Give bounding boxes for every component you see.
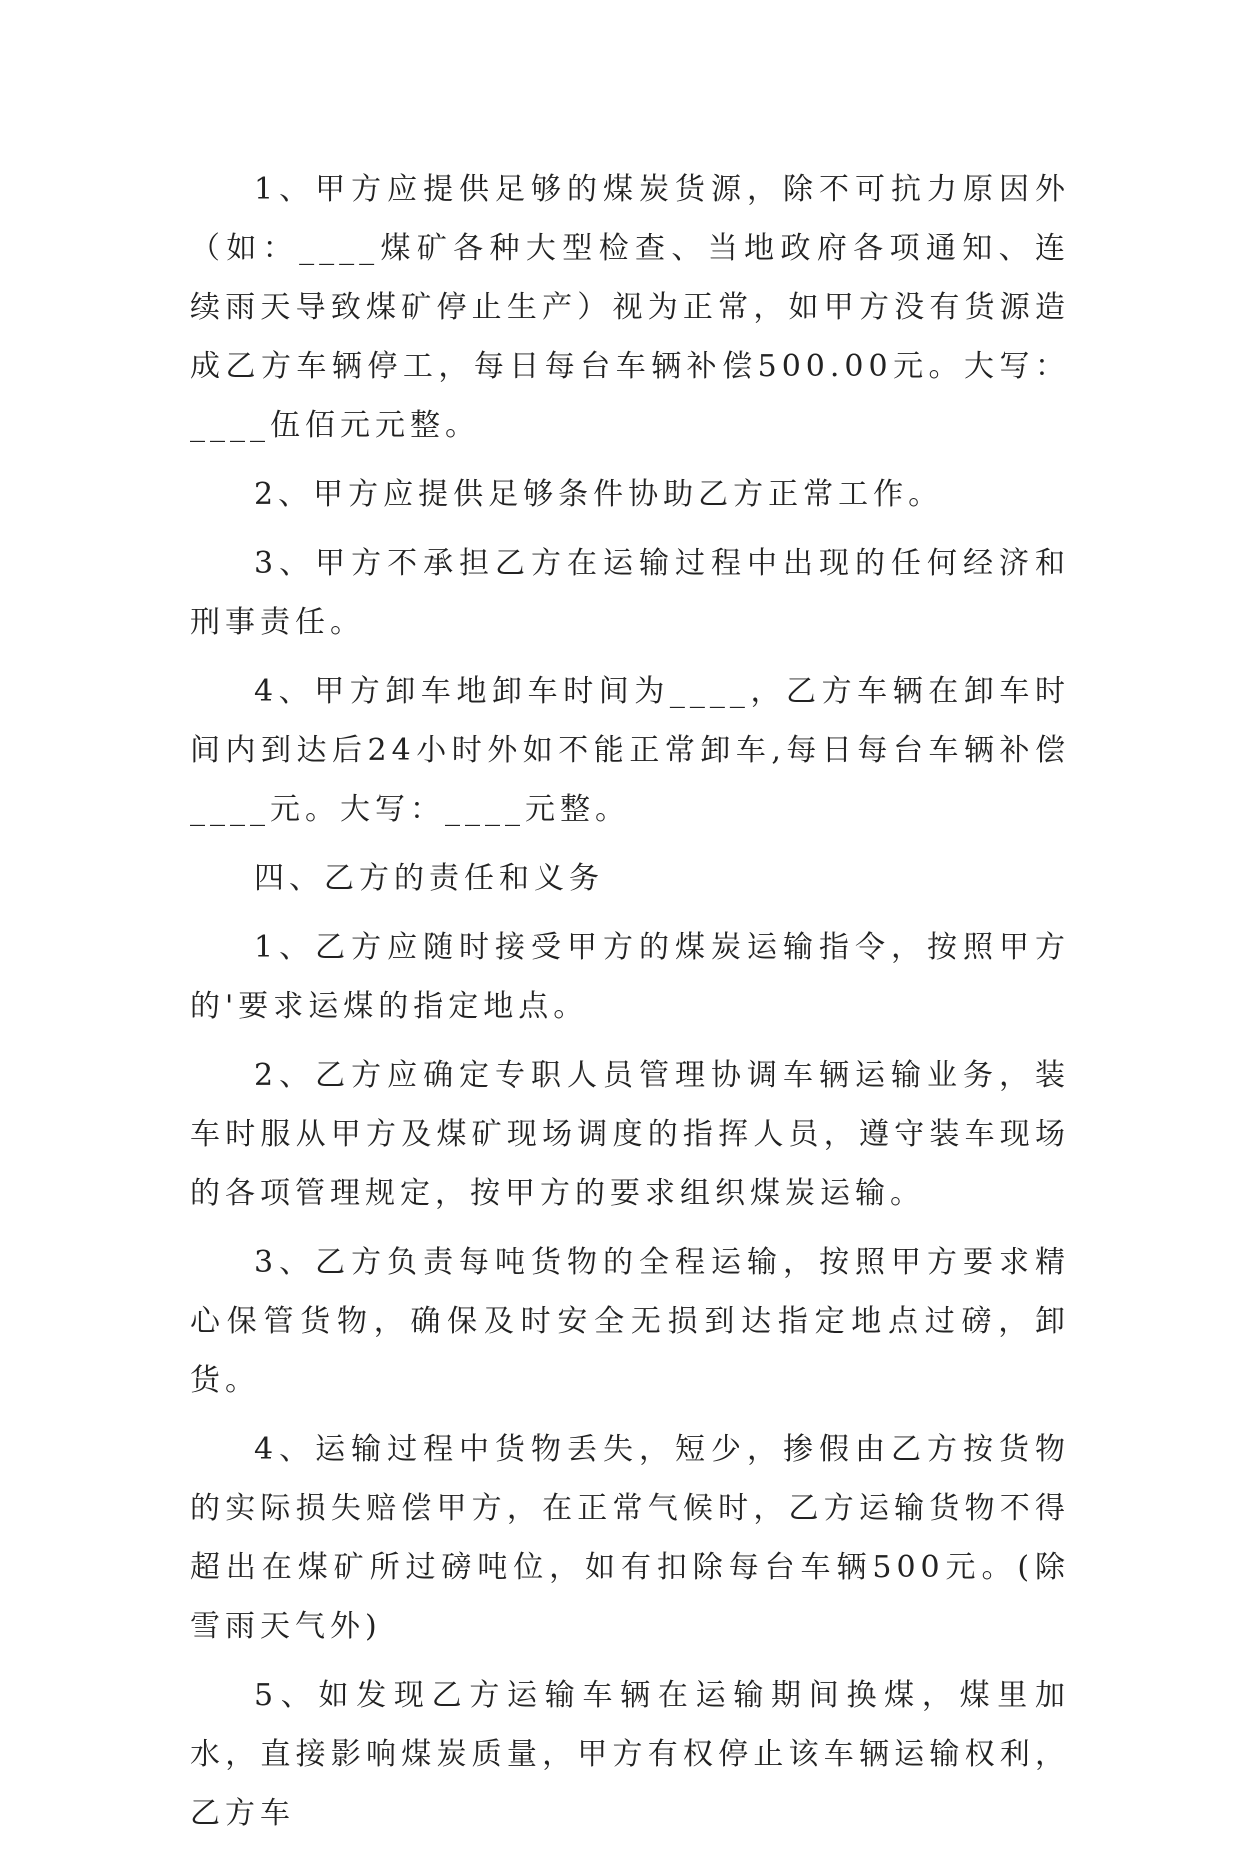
clause-a2-paragraph: 2、甲方应提供足够条件协助乙方正常工作。 [254, 477, 944, 512]
clause-b2-paragraph: 2、乙方应确定专职人员管理协调车辆运输业务，装车时服从甲方及煤矿现场调度的指挥人员，遵守装车现场的各项管理规定，按甲方的要求组织煤炭运输。 [190, 1058, 1070, 1211]
clause-a4-paragraph: 4、甲方卸车地卸车时间为____，乙方车辆在卸车时间内到达后24小时外如不能正常卸车,每日每台车辆补偿____元。大写：____元整。 [190, 674, 1070, 827]
clause-b3-paragraph: 3、乙方负责每吨货物的全程运输，按照甲方要求精心保管货物，确保及时安全无损到达指定地点过磅，卸货。 [190, 1245, 1070, 1398]
clause-b5-paragraph: 5、如发现乙方运输车辆在运输期间换煤，煤里加水，直接影响煤炭质量，甲方有权停止该车辆运输权利，乙方车 [190, 1678, 1070, 1831]
section-heading-party-b: 四、乙方的责任和义务 [254, 861, 604, 896]
clause-b4-paragraph: 4、运输过程中货物丢失，短少，掺假由乙方按货物的实际损失赔偿甲方，在正常气候时，乙方运输货物不得超出在煤矿所过磅吨位，如有扣除每台车辆500元。(除雪雨天气外) [190, 1432, 1070, 1644]
clause-a1-paragraph: 1、甲方应提供足够的煤炭货源，除不可抗力原因外（如：____煤矿各种大型检查、当地政府各项通知、连续雨天导致煤矿停止生产）视为正常，如甲方没有货源造成乙方车辆停工，每日每台车辆补偿500.00元。大写：____伍佰元元整。 [190, 172, 1070, 443]
clause-b1-paragraph: 1、乙方应随时接受甲方的煤炭运输指令，按照甲方的'要求运煤的指定地点。 [190, 930, 1070, 1024]
clause-a3-paragraph: 3、甲方不承担乙方在运输过程中出现的任何经济和刑事责任。 [190, 546, 1070, 640]
document-body [190, 160, 1070, 1853]
